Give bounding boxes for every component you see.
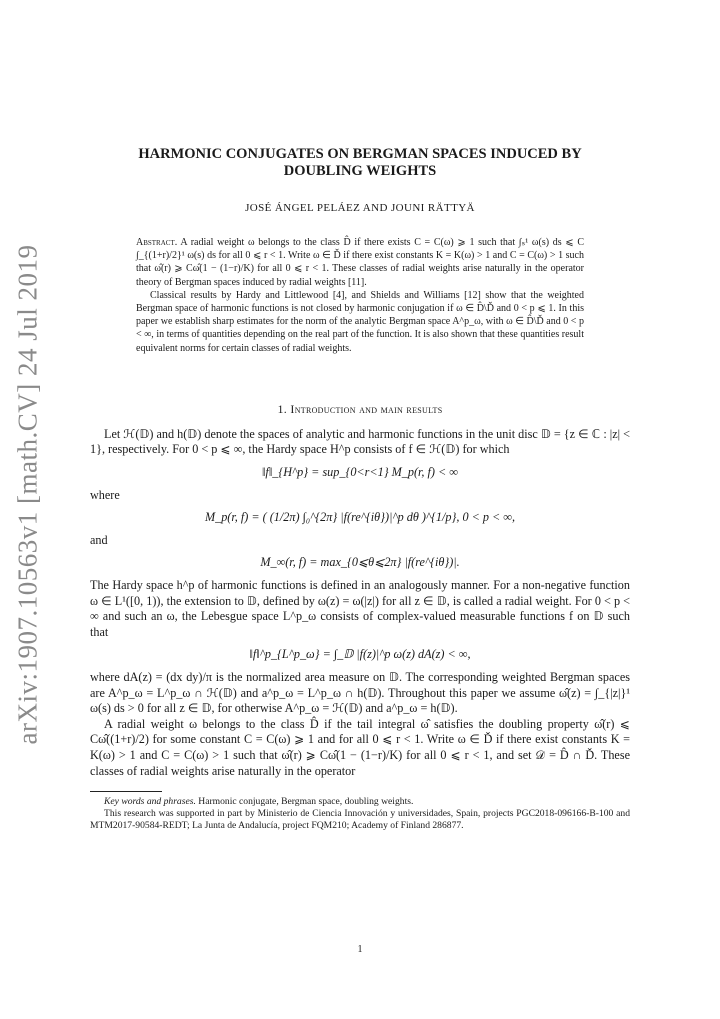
text-and: and bbox=[90, 532, 108, 547]
arxiv-identifier: arXiv:1907.10563v1 [math.CV] 24 Jul 2019 bbox=[12, 244, 43, 744]
paragraph-intro: Let ℋ(𝔻) and h(𝔻) denote the spaces of analytic and harmonic functions in the unit disc 𝔻 = {z ∈ ℂ : |z| < 1}, respectively. For 0 < p ⩽ ∞, the Hardy space H^p consists of f ∈ ℋ(𝔻) for which bbox=[90, 426, 630, 457]
footnotes bbox=[90, 791, 630, 832]
abstract-paragraph-1 bbox=[136, 236, 584, 289]
paper-authors: JOSÉ ÁNGEL PELÁEZ AND JOUNI RÄTTYÄ bbox=[245, 202, 475, 214]
footnote-keywords-text: Harmonic conjugate, Bergman space, doubling weights. bbox=[198, 796, 414, 808]
paragraph-radial-weight: The Hardy space h^p of harmonic functions is defined in an analogously manner. For a non-negative function ω ∈ L¹([0, 1)), the extension to 𝔻, defined by ω(z) = ω(|z|) for all z ∈ 𝔻, is called a radial weight. For 0 < p < ∞ and such an ω, the Lebesgue space L^p_ω consists of complex-valued measurable functions f on 𝔻 such that bbox=[90, 577, 630, 639]
equation-lebesgue-norm: ‖f‖^p_{L^p_ω} = ∫_𝔻 |f(z)|^p ω(z) dA(z) < ∞, bbox=[249, 647, 471, 662]
footnote-rule bbox=[90, 791, 162, 792]
paragraph-bergman-spaces: where dA(z) = (dx dy)/π is the normalized area measure on 𝔻. The corresponding weighted Bergman spaces are A^p_ω = L^p_ω ∩ ℋ(𝔻) and a^p_ω = L^p_ω ∩ h(𝔻). Throughout this paper we assume ω̂(z) = ∫_{|z|}¹ ω(s) ds > 0 for all z ∈ 𝔻, for otherwise A^p_ω = ℋ(𝔻) and a^p_ω = h(𝔻). bbox=[90, 669, 630, 716]
section-heading: 1. Introduction and main results bbox=[277, 401, 443, 416]
abstract bbox=[136, 236, 584, 355]
paragraph-doubling-classes: A radial weight ω belongs to the class D̂ if the tail integral ω̂ satisfies the doubling property ω̂(r) ⩽ Cω̂((1+r)/2) for some constant C = C(ω) ⩾ 1 and for all 0 ⩽ r < 1. Write ω ∈ Ď if there exist constants K = K(ω) > 1 and C = C(ω) > 1 such that ω̂(r) ⩾ Cω̂(1 − (1−r)/K) for all 0 ⩽ r < 1, and set 𝒟 = D̂ ∩ Ď. These classes of radial weights arise naturally in the operator bbox=[90, 716, 630, 778]
equation-hardy-norm: ‖f‖_{H^p} = sup_{0<r<1} M_p(r, f) < ∞ bbox=[262, 465, 458, 480]
paper-title: HARMONIC CONJUGATES ON BERGMAN SPACES INDUCED BY DOUBLING WEIGHTS bbox=[138, 146, 582, 179]
page-number: 1 bbox=[357, 944, 363, 955]
arxiv-side-stamp bbox=[4, 244, 52, 744]
footnote-keywords bbox=[90, 796, 630, 808]
paper-page bbox=[90, 140, 630, 832]
abstract-text-1: A radial weight ω belongs to the class D̂ if there exists C = C(ω) ⩾ 1 such that ∫ₛ¹ ω(s) ds ⩽ C ∫_{(1+r)/2}¹ ω(s) ds for all 0 ⩽ r < 1. Write ω ∈ Ď if there exist constants K = K(ω) > 1 and C = C(ω) > 1 such that ω̂(r) ⩾ Cω̂(1 − (1−r)/K) for all 0 ⩽ r < 1. These classes of radial weights arise naturally in the operator theory of Bergman spaces induced by radial weights [11]. bbox=[136, 237, 584, 288]
body-text bbox=[90, 427, 630, 779]
equation-integral-mean: M_p(r, f) = ( (1/2π) ∫₀^{2π} |f(re^{iθ})|^p dθ )^{1/p}, 0 < p < ∞, bbox=[204, 510, 516, 525]
footnote-keywords-label: Key words and phrases. bbox=[104, 796, 196, 808]
text-where: where bbox=[90, 487, 120, 502]
abstract-label: Abstract. bbox=[136, 237, 178, 248]
footnote-support: This research was supported in part by Ministerio de Ciencia Innovación y universidades, Spain, projects PGC2018-096166-B-100 and MTM2017-90584-REDT; La Junta de Andalucía, project FQM210; Academy of Finland 286877. bbox=[90, 808, 630, 832]
abstract-paragraph-2: Classical results by Hardy and Littlewood [4], and Shields and Williams [12] show that the weighted Bergman space of harmonic functions is not closed by harmonic conjugation if ω ∈ D̂\Ď and 0 < p ⩽ 1. In this paper we establish sharp estimates for the norm of the analytic Bergman space A^p_ω, with ω ∈ D̂\Ď and 0 < p < ∞, in terms of quantities depending on the real part of the function. It is also shown that these quantities result equivalent norms for certain classes of radial weights. bbox=[136, 289, 584, 354]
equation-max-modulus: M_∞(r, f) = max_{0⩽θ⩽2π} |f(re^{iθ})|. bbox=[260, 555, 460, 570]
